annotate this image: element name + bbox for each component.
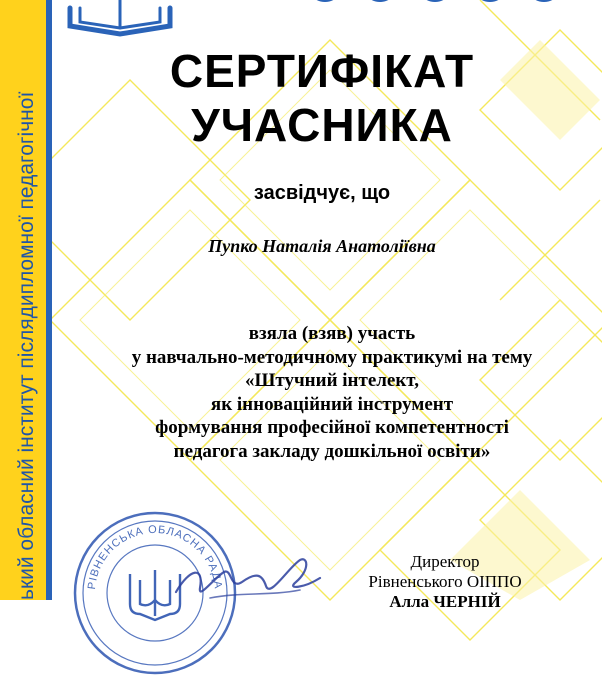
certifies-text: засвідчує, що	[253, 182, 391, 204]
institute-logo	[60, 0, 560, 34]
signatory-block	[330, 552, 560, 612]
stamp-text: РІВНЕНСЬКА ОБЛАСНА РАДА	[86, 523, 224, 591]
certificate-title-line2: УЧАСНИКА	[191, 99, 453, 151]
participation-line: педагога закладу дошкільної освіти»	[173, 440, 491, 462]
participation-line: у навчально-методичному практикумі на тему	[131, 346, 533, 368]
participation-text	[62, 322, 602, 463]
signatory-organization: Рівненського ОІППО	[368, 572, 522, 591]
signatory-name: Алла ЧЕРНІЙ	[389, 592, 501, 611]
signatory-position: Директор	[410, 552, 480, 571]
certificate-title-line1: СЕРТИФІКАТ	[169, 45, 475, 97]
participation-line: формування професійної компетентності	[155, 417, 509, 438]
side-band	[0, 0, 52, 600]
side-band-text: ький обласний інститут післядипломної педагогічної	[15, 91, 38, 600]
participation-line: «Штучний інтелект,	[245, 370, 419, 391]
handwritten-signature	[170, 548, 330, 608]
participant-name: Пупко Наталія Анатоліївна	[208, 236, 436, 256]
participation-line: як інноваційний інструмент	[210, 393, 454, 415]
participation-line: взяла (взяв) участь	[248, 323, 416, 344]
